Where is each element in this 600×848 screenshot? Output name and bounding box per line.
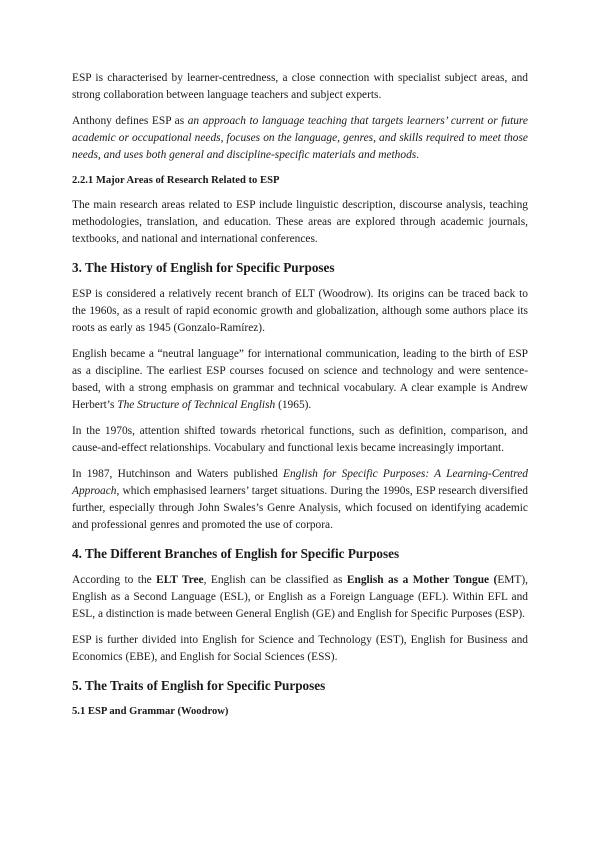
- definition-quote: an approach to language teaching that targets learners’ current or future academic or occupational needs, focuses on the language, genres, and skills required to meet those needs, and uses both general and discipline-specific materials and methods: [72, 115, 528, 161]
- elt-tree-text-3: EMT), English as a Second Language (ESL), or English as a Foreign Language (EFL). Within EFL and ESL, a distinction is made between General English (GE) and English for Specific Purposes (ESP).: [72, 574, 528, 620]
- paragraph-research-areas: The main research areas related to ESP include linguistic description, discourse analysis, teaching methodologies, translation, and education. These areas are explored through academic journals, textbooks, and national and international conferences.: [72, 199, 528, 245]
- section-2-2-1-heading: 2.2.1 Major Areas of Research Related to ESP: [72, 175, 280, 186]
- neutral-language-end: (1965).: [275, 399, 312, 411]
- neutral-language-lead: English became a “neutral language” for international communication, leading to the birth of ESP as a discipline. The earliest ESP courses focused on science and technology and were sentence-based, with a strong emphasis on grammar and technical vocabulary. A clear example is Andrew Herbert’s: [72, 348, 528, 411]
- paragraph-1987: [72, 466, 528, 534]
- elt-tree-text-2: , English can be classified as: [203, 574, 347, 586]
- section-5-heading: 5. The Traits of English for Specific Purposes: [72, 678, 326, 693]
- paragraph-esp-characteristics: ESP is characterised by learner-centredness, a close connection with specialist subject areas, and strong collaboration between language teachers and subject experts.: [72, 72, 528, 101]
- paragraph-1970s: In the 1970s, attention shifted towards rhetorical functions, such as definition, comparison, and cause-and-effect relationships. Vocabulary and functional lexis became increasingly important.: [72, 425, 528, 454]
- paragraph-neutral-language: [72, 346, 528, 414]
- definition-end: .: [416, 149, 420, 161]
- paragraph-elt-tree: [72, 572, 528, 623]
- section-5-1-heading: 5.1 ESP and Grammar (Woodrow): [72, 706, 229, 717]
- book-title-technical-english: The Structure of Technical English: [117, 399, 276, 411]
- section-3-heading: 3. The History of English for Specific Purposes: [72, 260, 335, 275]
- emt-bold: English as a Mother Tongue (: [346, 574, 498, 586]
- paragraph-esp-origins: ESP is considered a relatively recent branch of ELT (Woodrow). Its origins can be traced back to the 1960s, as a result of rapid economic growth and globalization, although some authors place its roots as early as 1945 (Gonzalo-Ramírez).: [72, 288, 528, 334]
- paragraph-anthony-definition: [72, 113, 528, 164]
- hutchinson-end: , which emphasised learners’ target situations. During the 1990s, ESP research diversified further, especially through John Swales’s Genre Analysis, which focused on identifying academic and professional genres and promoted the use of corpora.: [72, 485, 528, 531]
- elt-tree-bold: ELT Tree: [156, 574, 204, 586]
- section-4-heading: 4. The Different Branches of English for Specific Purposes: [72, 546, 400, 561]
- paragraph-esp-divisions: ESP is further divided into English for Science and Technology (EST), English for Business and Economics (EBE), and English for Social Sciences (ESS).: [72, 634, 528, 663]
- definition-lead: Anthony defines ESP as: [72, 115, 188, 127]
- hutchinson-lead: In 1987, Hutchinson and Waters published: [72, 468, 284, 480]
- book-title-learning-centred: English for Specific Purposes: A Learning-Centred Approach: [72, 468, 528, 497]
- elt-tree-text-1: According to the: [72, 574, 157, 586]
